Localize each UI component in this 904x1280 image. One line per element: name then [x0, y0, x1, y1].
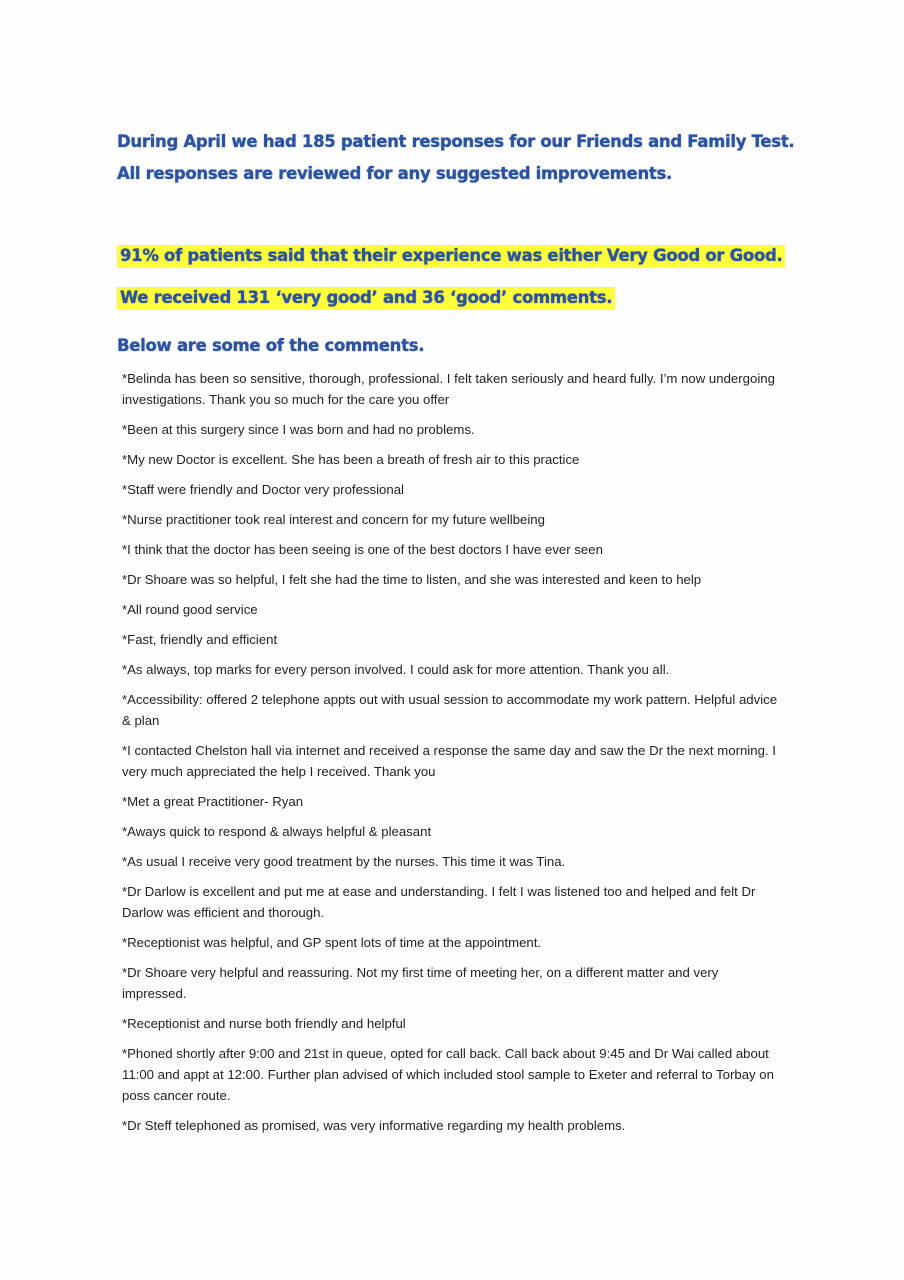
- comment-item: *Dr Shoare was so helpful, I felt she had the time to listen, and she was interested and keen to help: [122, 572, 702, 587]
- comment-item: *Aways quick to respond & always helpful & pleasant: [122, 824, 432, 839]
- comment-item: *I think that the doctor has been seeing is one of the best doctors I have ever seen: [122, 542, 603, 557]
- comment-item: *Dr Darlow is excellent and put me at ease and understanding. I felt I was listened too and helped and felt Dr Darlow was efficient and thorough.: [122, 884, 756, 920]
- comment-item: *Accessibility: offered 2 telephone appts out with usual session to accommodate my work pattern. Helpful advice & plan: [122, 692, 778, 728]
- comments-heading: Below are some of the comments.: [117, 336, 425, 355]
- stat-line-1-wrapper: [117, 240, 817, 282]
- comment-item: *Staff were friendly and Doctor very professional: [122, 482, 404, 497]
- comment-item: *Nurse practitioner took real interest and concern for my future wellbeing: [122, 512, 545, 527]
- comment-item: *All round good service: [122, 602, 258, 617]
- comment-item: *Phoned shortly after 9:00 and 21st in queue, opted for call back. Call back about 9:45 and Dr Wai called about 11:00 and appt at 12:00. Further plan advised of which included stool sample to Exeter and referral to Torbay on poss cancer route.: [122, 1046, 774, 1103]
- comment-item: *Been at this surgery since I was born and had no problems.: [122, 422, 475, 437]
- stat-satisfaction-highlight: 91% of patients said that their experience was either Very Good or Good.: [117, 245, 785, 268]
- intro-line-2: All responses are reviewed for any suggested improvements.: [117, 164, 672, 183]
- comment-item: *Belinda has been so sensitive, thorough, professional. I felt taken seriously and heard fully. I’m now undergoing investigations. Thank you so much for the care you offer: [122, 371, 775, 407]
- comment-item: *Dr Steff telephoned as promised, was very informative regarding my health problems.: [122, 1118, 626, 1133]
- comment-item: *As usual I receive very good treatment by the nurses. This time it was Tina.: [122, 854, 566, 869]
- comment-item: *Dr Shoare very helpful and reassuring. Not my first time of meeting her, on a different matter and very impressed.: [122, 965, 719, 1001]
- comment-item: *As always, top marks for every person involved. I could ask for more attention. Thank you all.: [122, 662, 670, 677]
- comment-item: *Fast, friendly and efficient: [122, 632, 278, 647]
- comment-item: *Met a great Practitioner- Ryan: [122, 794, 304, 809]
- intro-block: [117, 126, 817, 190]
- intro-line-1: During April we had 185 patient responses for our Friends and Family Test.: [117, 132, 795, 151]
- comment-item: *Receptionist and nurse both friendly and helpful: [122, 1016, 406, 1031]
- stat-line-2-wrapper: [117, 282, 817, 324]
- stat-comment-counts-highlight: We received 131 ‘very good’ and 36 ‘good’ comments.: [117, 287, 615, 310]
- comment-item: *I contacted Chelston hall via internet and received a response the same day and saw the Dr the next morning. I very much appreciated the help I received. Thank you: [122, 743, 776, 779]
- stats-block: [117, 240, 817, 324]
- comment-item: *My new Doctor is excellent. She has been a breath of fresh air to this practice: [122, 452, 580, 467]
- comment-item: *Receptionist was helpful, and GP spent lots of time at the appointment.: [122, 935, 542, 950]
- comments-list: [122, 368, 782, 1145]
